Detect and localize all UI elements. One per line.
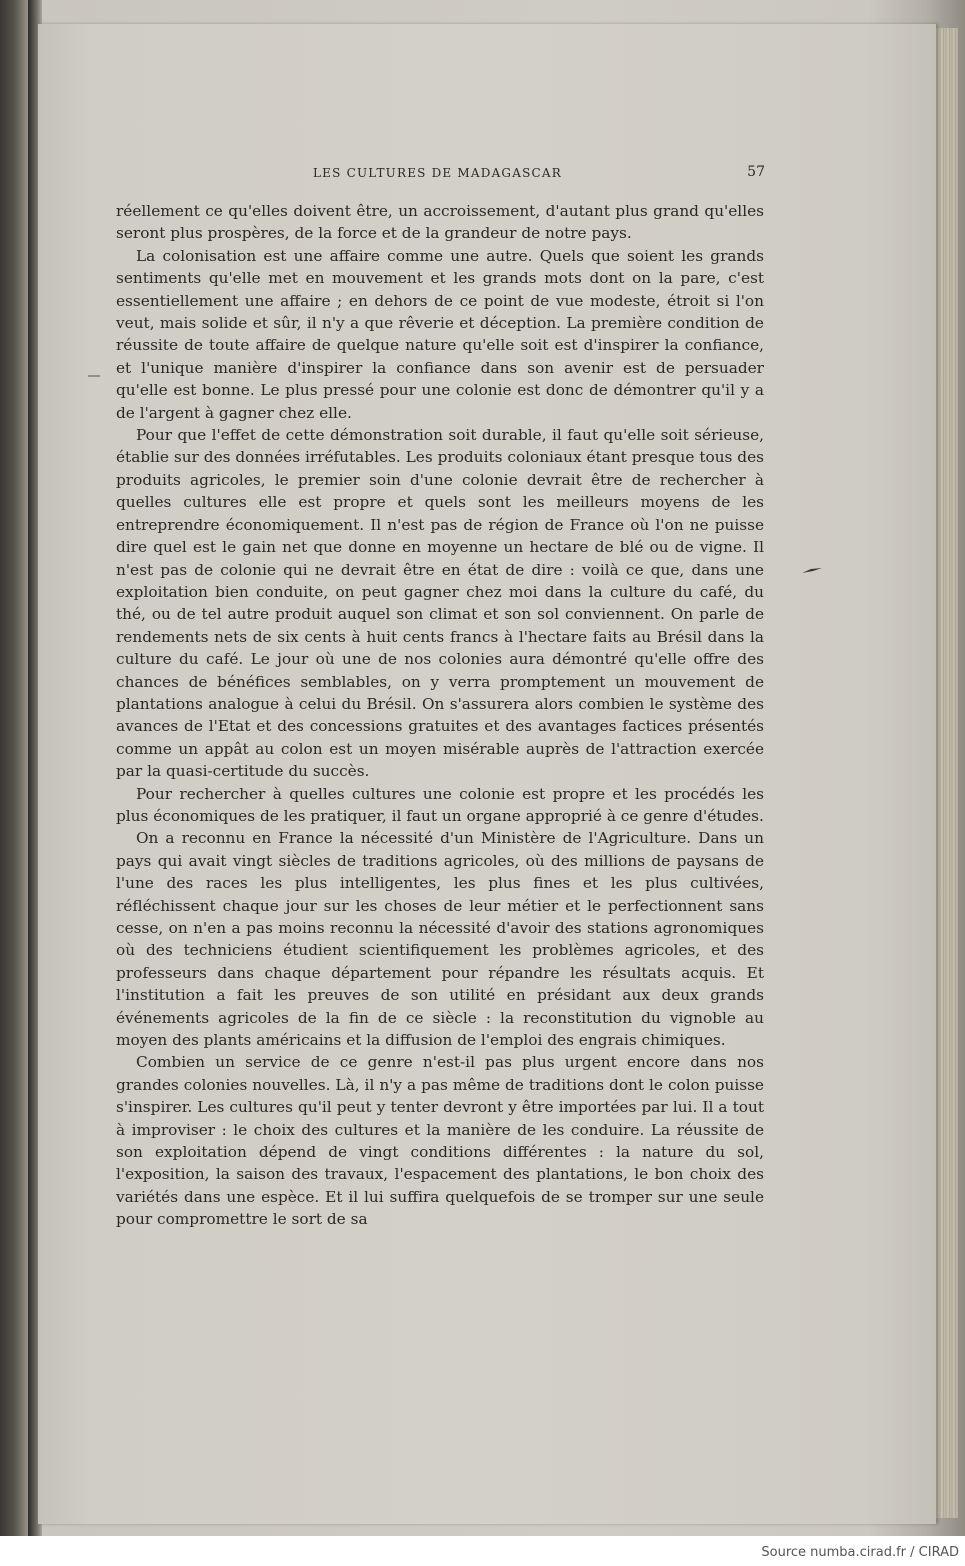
paragraph: La colonisation est une affaire comme une autre. Quels que soient les grands sentiments qu'elle met en mouvement et les grands mots dont on la pare, c'est essentiellement une affaire ; en dehors de ce point de vue modeste, étroit si l'on veut, mais solide et sûr, il n'y a que rêverie et déception. La première condition de réussite de toute affaire de quelque nature qu'elle soit est d'inspirer la confiance, et l'unique manière d'inspirer la confiance dans son avenir est de persuader qu'elle est bonne. Le plus pressé pour une colonie est donc de démontrer qu'il y a de l'argent à gagner chez elle. bbox=[116, 246, 764, 422]
running-header-title: LES CULTURES DE MADAGASCAR bbox=[313, 166, 562, 180]
source-credit: Source numba.cirad.fr / CIRAD bbox=[761, 1545, 959, 1560]
paragraph: Pour que l'effet de cette démonstration soit durable, il faut qu'elle soit sérieuse, établie sur des données irréfutables. Les produits coloniaux étant presque tous des produits agricoles, le premier soin d'une colonie devrait être de rechercher à quelles cultures elle est propre et quels sont les meilleurs moyens de les entreprendre économiquement. Il n'est pas de région de France où l'on ne puisse dire quel est le gain net que donne en moyenne un hectare de blé ou de vigne. Il n'est pas de colonie qui ne devrait être en état de dire : voilà ce que, dans une exploitation bien conduite, on peut gagner chez moi dans la culture du café, du thé, ou de tel autre produit auquel son climat et son sol conviennent. On parle de rendements nets de six cents à huit cents francs à l'hectare faits au Brésil dans la culture du café. Le jour où une de nos colonies aura démontré qu'elle offre des chances de bénéfices semblables, on y verra promptement un mouvement de plantations analogue à celui du Brésil. On s'assurera alors combien le système des avances de l'Etat et des concessions gratuites et des avantages factices présentés comme un appât au colon est un moyen misérable auprès de l'attraction exercée par la quasi-certitude du succès. bbox=[116, 426, 764, 781]
paragraph: réellement ce qu'elles doivent être, un accroissement, d'autant plus grand qu'elles seront plus prospères, de la force et de la grandeur de notre pays. bbox=[116, 202, 764, 243]
body-text bbox=[116, 200, 764, 1231]
paragraph: Combien un service de ce genre n'est-il pas plus urgent encore dans nos grandes colonies nouvelles. Là, il n'y a pas même de traditions dont le colon puisse s'inspirer. Les cultures qu'il peut y tenter devront y être importées par lui. Il a tout à improviser : le choix des cultures et la manière de les conduire. La réussite de son exploitation dépend de vingt conditions différentes : la nature du sol, l'exposition, la saison des travaux, l'espacement des plantations, le bon choix des variétés dans une espèce. Et il lui suffira quelquefois de se tromper sur une seule pour compromettre le sort de sa bbox=[116, 1053, 764, 1229]
margin-tick-icon bbox=[88, 374, 100, 378]
ink-mark-icon bbox=[801, 566, 823, 576]
paragraph: On a reconnu en France la nécessité d'un Ministère de l'Agriculture. Dans un pays qui avait vingt siècles de traditions agricoles, où des millions de paysans de l'une des races les plus intelligentes, les plus fines et les plus cultivées, réfléchissent chaque jour sur les choses de leur métier et le perfectionnent sans cesse, on n'en a pas moins reconnu la nécessité d'avoir des stations agronomiques où des techniciens étudient scientifiquement les problèmes agricoles, et des professeurs dans chaque département pour répandre les résultats acquis. Et l'institution a fait les preuves de son utilité en présidant aux deux grands événements agricoles de la fin de ce siècle : la reconstitution du vignoble au moyen des plants américains et la diffusion de l'emploi des engrais chimiques. bbox=[116, 829, 764, 1050]
paragraph: Pour rechercher à quelles cultures une colonie est propre et les procédés les plus économiques de les pratiquer, il faut un organe approprié à ce genre d'études. bbox=[116, 784, 764, 825]
running-header bbox=[313, 166, 765, 184]
page-number: 57 bbox=[747, 164, 765, 180]
